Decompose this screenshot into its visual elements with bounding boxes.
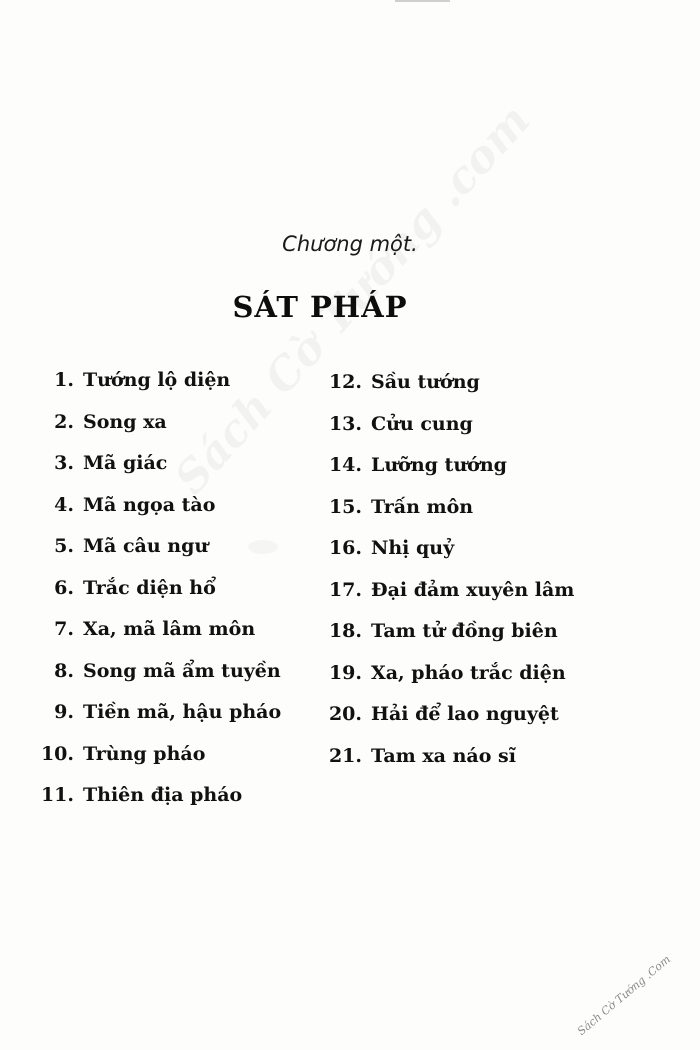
contents-item (30, 694, 320, 736)
item-number: 14. (328, 454, 362, 476)
item-title: Lưỡng tướng (371, 454, 507, 476)
contents-item (318, 530, 618, 572)
contents-item (318, 364, 618, 406)
item-title: Song mã ẩm tuyền (83, 659, 281, 682)
item-number: 4. (54, 493, 74, 516)
item-title: Song xa (83, 410, 167, 433)
item-number: 10. (40, 742, 74, 765)
item-number: 21. (328, 744, 362, 767)
contents-item (318, 655, 618, 697)
contents-item (30, 570, 320, 612)
item-number: 11. (40, 784, 74, 806)
item-title: Tướng lộ diện (83, 369, 231, 391)
contents-item (318, 572, 618, 614)
item-title: Trắc diện hổ (83, 576, 216, 599)
contents-item (318, 738, 618, 780)
chapter-label: Chương một. (282, 232, 418, 256)
item-title: Hải để lao nguyệt (371, 703, 559, 725)
item-title: Trấn môn (371, 495, 474, 518)
watermark-corner-logo: Sách Cờ Tướng .Com (575, 952, 673, 1038)
item-title: Cửu cung (371, 412, 473, 435)
item-number: 9. (54, 701, 74, 723)
contents-item (30, 653, 320, 695)
item-number: 12. (328, 371, 362, 393)
item-number: 8. (54, 659, 74, 682)
item-title: Đại đảm xuyên lâm (371, 578, 575, 601)
contents-item (318, 489, 618, 531)
scan-smudge (248, 540, 278, 554)
item-number: 17. (328, 578, 362, 601)
item-number: 19. (328, 661, 362, 684)
chapter-title: SÁT PHÁP (232, 290, 408, 324)
item-number: 20. (328, 703, 362, 725)
item-title: Sầu tướng (371, 371, 480, 393)
item-number: 6. (54, 576, 74, 599)
item-title: Mã giác (83, 452, 168, 474)
contents-item (318, 447, 618, 489)
item-number: 15. (328, 495, 362, 518)
item-number: 13. (328, 412, 362, 435)
item-title: Mã ngọa tào (83, 493, 216, 516)
contents-item (30, 777, 320, 819)
contents-item (30, 487, 320, 529)
item-number: 3. (54, 452, 74, 474)
item-title: Trùng pháo (83, 742, 206, 765)
contents-item (30, 736, 320, 778)
contents-item (30, 611, 320, 653)
item-title: Mã câu ngư (83, 535, 209, 557)
contents-item (30, 445, 320, 487)
scan-edge-mark (395, 0, 450, 2)
contents-item (318, 696, 618, 738)
item-title: Xa, mã lâm môn (83, 618, 256, 640)
item-title: Xa, pháo trắc diện (371, 661, 566, 684)
item-title: Tiền mã, hậu pháo (83, 701, 282, 723)
contents-item (30, 404, 320, 446)
item-title: Tam tử đồng biên (371, 620, 558, 642)
item-number: 16. (328, 537, 362, 559)
item-number: 2. (54, 410, 74, 433)
item-number: 7. (54, 618, 74, 640)
contents-right-column (318, 364, 618, 779)
item-number: 5. (54, 535, 74, 557)
item-title: Tam xa náo sĩ (371, 744, 516, 767)
item-title: Nhị quỷ (371, 537, 455, 559)
contents-left-column (30, 362, 320, 819)
contents-item (30, 362, 320, 404)
item-number: 18. (328, 620, 362, 642)
item-number: 1. (54, 369, 74, 391)
contents-item (318, 613, 618, 655)
contents-item (318, 406, 618, 448)
item-title: Thiên địa pháo (83, 784, 243, 806)
